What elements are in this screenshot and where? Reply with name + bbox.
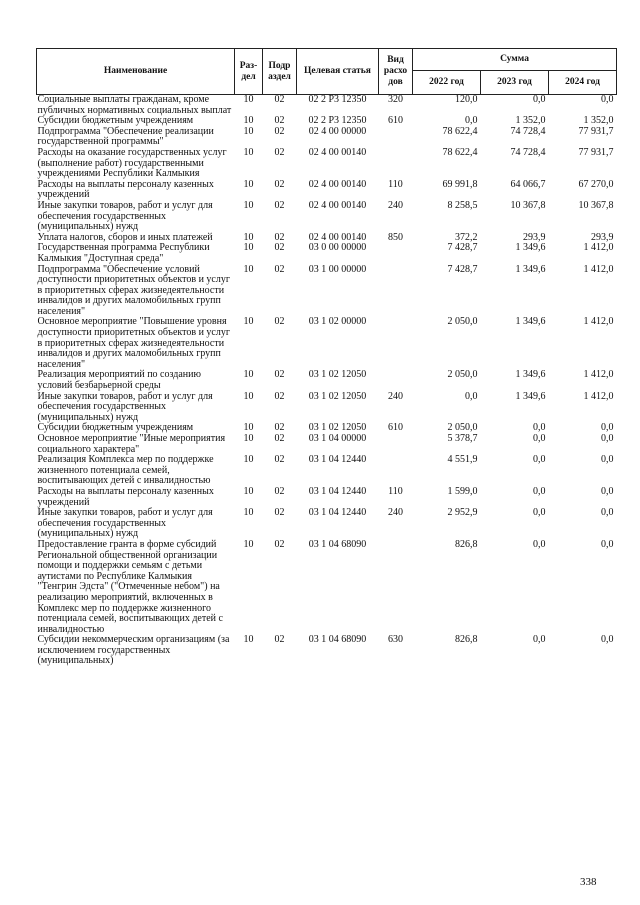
row-razdel: 10 [243, 390, 254, 402]
table-row [37, 392, 617, 424]
row-podrazdel: 02 [274, 634, 285, 646]
row-podrazdel: 02 [274, 125, 285, 137]
row-podrazdel: 02 [274, 231, 285, 243]
row-sum-2023: 0,0 [533, 422, 546, 434]
row-target-article: 03 1 00 00000 [308, 263, 367, 275]
row-razdel: 10 [243, 634, 254, 646]
row-sum-2024: 0,0 [601, 507, 614, 519]
row-sum-2022: 120,0 [455, 94, 478, 105]
row-expense-type [379, 540, 413, 635]
row-sum-2024: 1 412,0 [583, 369, 614, 381]
row-sum-2022: 826,8 [455, 538, 478, 550]
row-expense-type: 320 [388, 94, 403, 105]
table-row [37, 95, 617, 117]
row-razdel: 10 [243, 178, 254, 190]
row-sum-2022: 2 050,0 [447, 316, 478, 328]
row-sum-2023: 1 349,6 [515, 242, 546, 254]
table-row [37, 180, 617, 201]
row-razdel: 10 [243, 369, 254, 381]
row-name: Иные закупки товаров, работ и услуг для обеспечения государственных (муниципальных) нужд [37, 507, 213, 540]
row-sum-2022: 7 428,7 [447, 263, 478, 275]
row-target-article: 03 1 02 12050 [308, 422, 367, 434]
row-expense-type [379, 243, 413, 264]
row-target-article: 03 0 00 00000 [308, 242, 367, 254]
row-sum-2023: 0,0 [533, 433, 546, 444]
row-sum-2022: 78 622,4 [442, 125, 478, 137]
table-row [37, 487, 617, 508]
row-sum-2024: 1 352,0 [583, 115, 614, 127]
row-razdel: 10 [243, 454, 254, 466]
row-target-article: 03 1 04 12440 [308, 485, 367, 497]
row-razdel: 10 [243, 146, 254, 158]
table-row [37, 317, 617, 370]
row-sum-2024: 1 412,0 [583, 263, 614, 275]
row-razdel: 10 [243, 263, 254, 275]
row-sum-2023: 0,0 [533, 454, 546, 466]
row-target-article: 02 4 00 00000 [308, 125, 367, 137]
row-podrazdel: 02 [274, 507, 285, 519]
table-row [37, 265, 617, 318]
row-podrazdel: 02 [274, 485, 285, 497]
row-sum-2023: 74 728,4 [510, 125, 546, 137]
row-sum-2022: 2 050,0 [447, 369, 478, 381]
row-sum-2022: 372,2 [455, 231, 478, 243]
row-expense-type [379, 455, 413, 487]
header-year-2024: 2024 год [549, 71, 617, 95]
row-razdel: 10 [243, 433, 254, 444]
header-expense-type: Вид расхо дов [379, 49, 413, 95]
row-sum-2023: 1 349,6 [515, 390, 546, 402]
header-name: Наименование [37, 49, 235, 95]
row-sum-2024: 67 270,0 [578, 178, 614, 190]
header-target-article: Целевая статья [297, 49, 379, 95]
row-sum-2023: 0,0 [533, 634, 546, 646]
row-sum-2023: 1 349,6 [515, 263, 546, 275]
row-sum-2023: 0,0 [533, 94, 546, 105]
row-podrazdel: 02 [274, 369, 285, 381]
row-razdel: 10 [243, 125, 254, 137]
row-podrazdel: 02 [274, 454, 285, 466]
row-razdel: 10 [243, 94, 254, 105]
row-target-article: 03 1 04 00000 [308, 433, 367, 444]
row-name: Реализация мероприятий по созданию условий безбарьерной среды [37, 369, 201, 392]
row-name: Основное мероприятие "Иные мероприятия социального характера" [37, 433, 226, 455]
row-sum-2023: 0,0 [533, 538, 546, 550]
row-expense-type [379, 265, 413, 318]
row-name: Субсидии бюджетным учреждениям [37, 115, 194, 127]
row-target-article: 03 1 04 12440 [308, 507, 367, 519]
row-expense-type: 110 [388, 485, 403, 497]
row-sum-2023: 74 728,4 [510, 146, 546, 158]
row-expense-type: 110 [388, 178, 403, 190]
row-target-article: 03 1 02 12050 [308, 369, 367, 381]
row-razdel: 10 [243, 507, 254, 519]
row-sum-2023: 64 066,7 [510, 178, 546, 190]
row-sum-2024: 0,0 [601, 454, 614, 466]
row-sum-2022: 78 622,4 [442, 146, 478, 158]
row-sum-2023: 0,0 [533, 485, 546, 497]
row-name: Расходы на выплаты персоналу казенных учреждений [37, 485, 214, 508]
row-expense-type [379, 317, 413, 370]
budget-table-sheet [36, 48, 616, 667]
row-podrazdel: 02 [274, 422, 285, 434]
row-sum-2024: 1 412,0 [583, 316, 614, 328]
table-body [37, 95, 617, 668]
row-razdel: 10 [243, 115, 254, 127]
row-expense-type [379, 148, 413, 180]
row-sum-2023: 1 352,0 [515, 115, 546, 127]
row-expense-type: 630 [388, 634, 403, 646]
row-name: Предоставление гранта в форме субсидий Региональной общественной организации помощи и поддержки семьям с детьми аутистами по Республике Калмыкия "Тенгрин Эдста" ("Отмеченные небом") на реализацию мероприятий, включенных в Комплекс мер по поддержке жизненного потенциала семей, воспитывающих детей с инвалидностью [37, 538, 223, 635]
row-razdel: 10 [243, 199, 254, 211]
row-expense-type: 610 [388, 422, 403, 434]
row-name: Уплата налогов, сборов и иных платежей [37, 231, 213, 243]
row-name: Подпрограмма "Обеспечение условий доступности приоритетных объектов и услуг в приоритетных сферах жизнедеятельности инвалидов и других маломобильных групп населения" [37, 263, 230, 317]
row-sum-2024: 77 931,7 [578, 125, 614, 137]
page-number: 338 [580, 876, 597, 888]
row-name: Основное мероприятие "Повышение уровня доступности приоритетных объектов и услуг в приоритетных сферах жизнедеятельности инвалидов и других маломобильных групп населения" [37, 316, 230, 370]
budget-table [36, 48, 617, 667]
row-target-article: 02 2 P3 12350 [308, 115, 367, 127]
row-podrazdel: 02 [274, 199, 285, 211]
row-razdel: 10 [243, 422, 254, 434]
row-name: Расходы на выплаты персоналу казенных учреждений [37, 178, 214, 201]
row-podrazdel: 02 [274, 242, 285, 254]
row-podrazdel: 02 [274, 146, 285, 158]
row-sum-2024: 0,0 [601, 485, 614, 497]
row-expense-type [379, 127, 413, 148]
table-row [37, 635, 617, 667]
table-row [37, 540, 617, 635]
row-sum-2022: 4 551,9 [447, 454, 478, 466]
row-sum-2022: 69 991,8 [442, 178, 478, 190]
row-sum-2023: 1 349,6 [515, 316, 546, 328]
header-year-2022: 2022 год [413, 71, 481, 95]
table-row [37, 455, 617, 487]
row-sum-2022: 2 952,9 [447, 507, 478, 519]
table-row [37, 370, 617, 391]
row-expense-type: 240 [388, 199, 403, 211]
row-target-article: 02 4 00 00140 [308, 199, 367, 211]
table-row [37, 127, 617, 148]
row-podrazdel: 02 [274, 115, 285, 127]
row-podrazdel: 02 [274, 178, 285, 190]
row-name: Иные закупки товаров, работ и услуг для обеспечения государственных (муниципальных) нужд [37, 390, 213, 423]
table-row [37, 508, 617, 540]
row-name: Иные закупки товаров, работ и услуг для обеспечения государственных (муниципальных) нужд [37, 199, 213, 233]
row-expense-type: 850 [388, 231, 403, 243]
row-name: Субсидии бюджетным учреждениям [37, 422, 194, 434]
row-sum-2022: 2 050,0 [447, 422, 478, 434]
row-sum-2023: 1 349,6 [515, 369, 546, 381]
row-podrazdel: 02 [274, 94, 285, 105]
header-podrazdel: Подр аздел [263, 49, 297, 95]
row-podrazdel: 02 [274, 538, 285, 550]
row-sum-2024: 0,0 [601, 422, 614, 434]
row-target-article: 03 1 02 00000 [308, 316, 367, 328]
row-expense-type: 610 [388, 115, 403, 127]
row-sum-2024: 0,0 [601, 433, 614, 444]
row-sum-2024: 1 412,0 [583, 242, 614, 254]
row-podrazdel: 02 [274, 390, 285, 402]
row-target-article: 03 1 02 12050 [308, 390, 367, 402]
row-target-article: 03 1 04 68090 [308, 538, 367, 550]
table-row [37, 434, 617, 455]
row-name: Расходы на оказание государственных услуг (выполнение работ) государственными учреждениями Республики Калмыкия [37, 146, 227, 180]
row-name: Субсидии некоммерческим организациям (за исключением государственных (муниципальных) [37, 634, 230, 667]
row-sum-2023: 0,0 [533, 507, 546, 519]
row-sum-2024: 0,0 [601, 538, 614, 550]
row-razdel: 10 [243, 485, 254, 497]
row-razdel: 10 [243, 242, 254, 254]
row-sum-2023: 10 367,8 [510, 199, 546, 211]
row-name: Подпрограмма "Обеспечение реализации государственной программы" [37, 125, 214, 148]
row-sum-2022: 826,8 [455, 634, 478, 646]
row-target-article: 02 4 00 00140 [308, 178, 367, 190]
row-sum-2022: 7 428,7 [447, 242, 478, 254]
table-row [37, 243, 617, 264]
row-target-article: 03 1 04 12440 [308, 454, 367, 466]
row-name: Государственная программа Республики Калмыкия "Доступная среда" [37, 242, 210, 264]
row-sum-2022: 8 258,5 [447, 199, 478, 211]
row-target-article: 02 4 00 00140 [308, 231, 367, 243]
row-target-article: 03 1 04 68090 [308, 634, 367, 646]
row-sum-2022: 5 378,7 [447, 433, 478, 444]
row-expense-type [379, 434, 413, 455]
row-sum-2024: 0,0 [601, 634, 614, 646]
row-sum-2024: 1 412,0 [583, 390, 614, 402]
row-name: Социальные выплаты гражданам, кроме публичных нормативных социальных выплат [37, 94, 232, 116]
row-sum-2024: 77 931,7 [578, 146, 614, 158]
header-sum: Сумма [413, 49, 617, 71]
row-sum-2022: 1 599,0 [447, 485, 478, 497]
row-sum-2024: 293,9 [591, 231, 614, 243]
table-header [37, 49, 617, 95]
row-razdel: 10 [243, 231, 254, 243]
table-row [37, 148, 617, 180]
row-name: Реализация Комплекса мер по поддержке жизненного потенциала семей, воспитывающих детей с инвалидностью [37, 454, 214, 487]
row-podrazdel: 02 [274, 316, 285, 328]
row-razdel: 10 [243, 316, 254, 328]
row-target-article: 02 4 00 00140 [308, 146, 367, 158]
row-podrazdel: 02 [274, 433, 285, 444]
row-target-article: 02 2 P3 12350 [308, 94, 367, 105]
row-sum-2022: 0,0 [465, 390, 478, 402]
row-sum-2024: 10 367,8 [578, 199, 614, 211]
row-podrazdel: 02 [274, 263, 285, 275]
table-row [37, 201, 617, 233]
row-sum-2024: 0,0 [601, 94, 614, 105]
header-year-2023: 2023 год [481, 71, 549, 95]
row-expense-type [379, 370, 413, 391]
row-sum-2022: 0,0 [465, 115, 478, 127]
header-razdel: Раз- дел [235, 49, 263, 95]
row-razdel: 10 [243, 538, 254, 550]
row-sum-2023: 293,9 [523, 231, 546, 243]
row-expense-type: 240 [388, 390, 403, 402]
row-expense-type: 240 [388, 507, 403, 519]
